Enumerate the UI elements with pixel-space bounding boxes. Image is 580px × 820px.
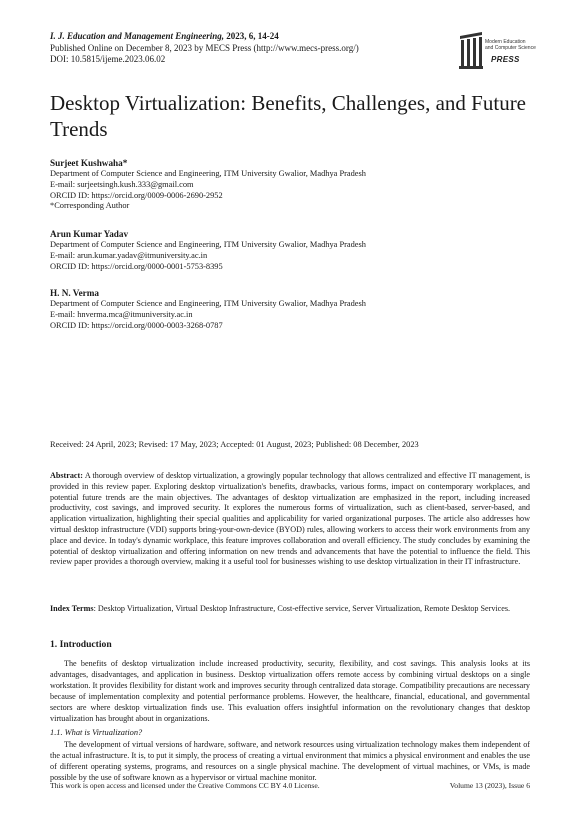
journal-year-pages: 2023, 6, 14-24 [224,31,279,41]
logo-text [485,40,536,51]
author-orcid: ORCID ID: https://orcid.org/0009-0006-2690-2952 [50,190,223,200]
virtualization-paragraph: The development of virtual versions of hardware, software, and network resources using virtualization technology makes them independent of the actual infrastructure. It is, to put it simply, the process of creating a virtual environment that mimics a physical environment and enables the use of different operating systems, programs, and resources on a single physical machine. The development of virtual machines, or VMs, is made possible by the use of software known as a hypervisor or virtual machine monitor. [50,740,530,782]
abstract [50,471,530,568]
journal-name: I. J. Education and Management Engineering, [50,31,225,41]
logo-press: PRESS [491,55,520,64]
page-footer [50,781,530,790]
author-dept: Department of Computer Science and Engineering, ITM University Gwalior, Madhya Pradesh [50,299,366,308]
author-email: E-mail: hnverma.mca@itmuniversity.ac.in [50,309,193,319]
paper-title: Desktop Virtualization: Benefits, Challenges, and Future Trends [50,91,527,141]
author-name: H. N. Verma [50,288,99,298]
introduction-paragraph: The benefits of desktop virtualization include increased productivity, security, flexibility, and cost savings. This analysis looks at its advantages, disadvantages, and application in business. Desktop virtualization offers remote access by combining virtual desktops on a single workstation. It provides flexibility for distant work and improves security through centralized data storage. Compatibility precautions are necessary because of implementation complexity and potential performance problems. However, the healthcare, financial, educational, and governmental sectors are where desktop virtualization finds use. This evaluation offers insightful information on the revolutionary changes that desktop virtualization has brought about in organizations. [50,659,530,723]
logo-line2: and Computer Science [485,44,536,51]
index-terms-text: : Desktop Virtualization, Virtual Desktop Infrastructure, Cost-effective service, Server Virtualization, Remote Desktop Services. [93,604,511,613]
volume-issue: Volume 13 (2023), Issue 6 [449,781,530,790]
author-name: Arun Kumar Yadav [50,229,129,239]
author-name: Surjeet Kushwaha* [50,158,128,168]
section-heading-introduction: 1. Introduction [50,639,112,650]
author-dept: Department of Computer Science and Engineering, ITM University Gwalior, Madhya Pradesh [50,240,366,249]
index-terms [50,604,530,615]
subsection-heading: 1.1. What is Virtualization? [50,728,143,737]
author-orcid: ORCID ID: https://orcid.org/0000-0001-5753-8395 [50,261,223,271]
author-block-2 [50,228,530,272]
submission-dates: Received: 24 April, 2023; Revised: 17 May, 2023; Accepted: 01 August, 2023; Published: 08 December, 2023 [50,440,419,449]
abstract-text: A thorough overview of desktop virtualization, a growingly popular technology that allows centralized and effective IT management, is provided in this review paper. Exploring desktop virtualization's benefits, drawbacks, various forms, impact on contemporary workplaces, and potential future trends are the main objectives. The advantages of desktop virtualization are emphasized in the report, including increased productivity, cost savings, and improved security. It explores the numerous forms of virtualization, such as client-based, server-based, and application virtualization, highlighting their special qualities and applicability for varied organizational purposes. The article also addresses how virtual desktop infrastructure (VDI) supports bring-your-own-device (BYOD) rules, allowing workers to access their work environments from any place and device. In today's dynamic workplace, this feature improves collaboration and overall efficiency. The study concludes by examining the potential of desktop virtualization and offering information on new trends and advancements that have the potential to influence the field. This review paper provides a thorough overview, making it a useful tool for businesses wishing to use desktop virtualization in their IT infrastructure. [50,471,530,567]
author-email: E-mail: surjeetsingh.kush.333@gmail.com [50,179,194,189]
author-block-3 [50,287,530,331]
press-columns-icon [458,30,484,70]
doi: DOI: 10.5815/ijeme.2023.06.02 [50,54,166,64]
abstract-label: Abstract: [50,471,83,480]
author-email: E-mail: arun.kumar.yadav@itmuniversity.ac.in [50,250,208,260]
corresponding-author-note: *Corresponding Author [50,201,130,211]
journal-header [50,31,450,66]
mecs-press-logo [458,30,538,72]
journal-citation [50,31,450,43]
author-dept: Department of Computer Science and Engineering, ITM University Gwalior, Madhya Pradesh [50,169,366,178]
author-orcid: ORCID ID: https://orcid.org/0000-0003-3268-0787 [50,320,223,330]
index-terms-label: Index Terms [50,604,94,613]
logo-line1: Modern Education [485,39,526,45]
published-online: Published Online on December 8, 2023 by MECS Press (http://www.mecs-press.org/) [50,42,359,53]
license-note: This work is open access and licensed under the Creative Commons CC BY 4.0 License. [50,781,320,790]
author-block-1 [50,157,530,212]
